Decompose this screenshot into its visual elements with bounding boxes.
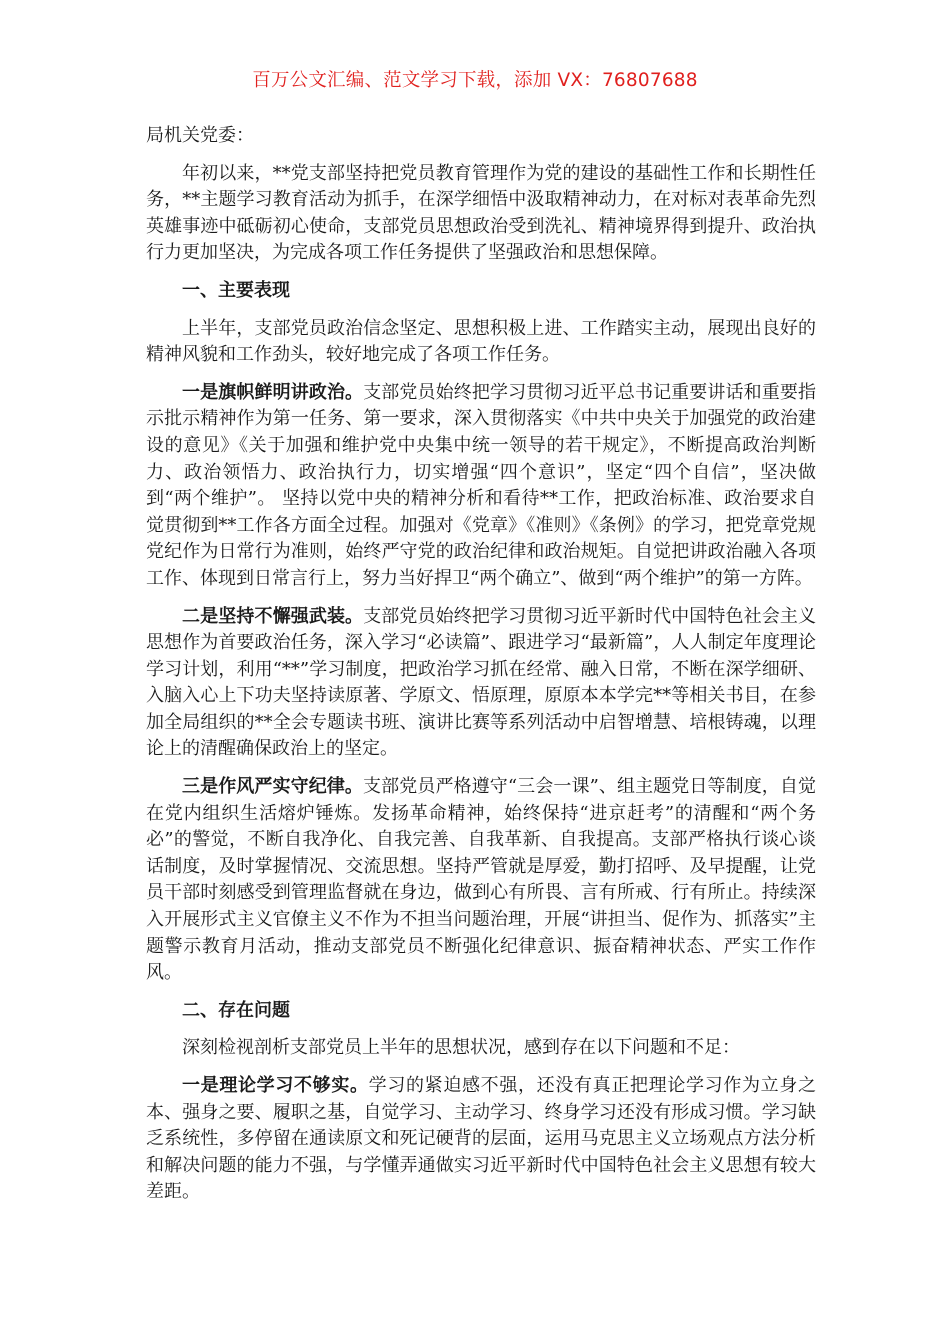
point-text: 支部党员始终把学习贯彻习近平总书记重要讲话和重要指示批示精神作为第一任务、第一要求，深入贯彻落实《中共中央关于加强党的政治建设的意见》《关于加强和维护党中央集中统一领导的若干规定》，不断提高政治判断力、政治领悟力、政治执行力，切实增强“四个意识”，坚定“四个自信”，坚决做到“两个维护”。 坚持以党中央的精神分析和看待**工作，把政治标准、政治要求自觉贯彻到**工作各方面全过程。加强对《党章》《准则》《条例》的学习，把党章党规党纪作为日常行为准则，始终严守党的政治纪律和政治规矩。自觉把讲政治融入各项工作、体现到日常言行上，努力当好捍卫“两个确立”、做到“两个维护”的第一方阵。 <box>146 381 817 589</box>
section-2-point-1 <box>146 1073 816 1206</box>
section-heading-2: 二、存在问题 <box>182 999 290 1021</box>
section-1-point-1 <box>146 380 816 593</box>
salutation: 局机关党委： <box>146 125 254 146</box>
point-text: 支部党员严格遵守“三会一课”、组主题党日等制度，自觉在党内组织生活熔炉锤炼。发扬革命精神，始终保持“进京赶考”的清醒和“两个务必”的警觉，不断自我净化、自我完善、自我革新、自我提高。支部严格执行谈心谈话制度，及时掌握情况、交流思想。坚持严管就是厚爱，勤打招呼、及早提醒，让党员干部时刻感受到管理监督就在身边，做到心有所畏、言有所戒、行有所止。持续深入开展形式主义官僚主义不作为不担当问题治理，开展“讲担当、促作为、抓落实”主题警示教育月活动，推动支部党员不断强化纪律意识、振奋精神状态、严实工作作风。 <box>146 776 816 984</box>
watermark-header: 百万公文汇编、范文学习下载，添加 VX：76807688 <box>252 70 698 91</box>
point-text: 支部党员始终把学习贯彻习近平新时代中国特色社会主义思想作为首要政治任务，深入学习“必读篇”、跟进学习“最新篇”，人人制定年度理论学习计划，利用“**”学习制度，把政治学习抓在经常、融入日常，不断在深学细研、入脑入心上下功夫坚持读原著、学原文、悟原理，原原本本学完**等相关书目，在参加全局组织的**全会专题读书班、演讲比赛等系列活动中启智增慧、培根铸魂，以理论上的清醒确保政治上的坚定。 <box>146 605 817 760</box>
section-1-point-3 <box>146 774 816 987</box>
point-lead: 一是理论学习不够实。 <box>182 1075 369 1096</box>
point-lead: 一是旗帜鲜明讲政治。 <box>182 381 364 403</box>
point-lead: 三是作风严实守纪律。 <box>182 776 364 798</box>
intro-paragraph: 年初以来，**党支部坚持把党员教育管理作为党的建设的基础性工作和长期性任务，**主题学习教育活动为抓手，在深学细悟中汲取精神动力，在对标对表革命先烈英雄事迹中砥砺初心使命，支部党员思想政治受到洗礼、精神境界得到提升、政治执行力更加坚决，为完成各项工作任务提供了坚强政治和思想保障。 <box>146 162 816 264</box>
point-lead: 二是坚持不懈强武装。 <box>182 605 364 627</box>
section-1-summary: 上半年，支部党员政治信念坚定、思想积极上进、工作踏实主动，展现出良好的精神风貌和工作劲头，较好地完成了各项工作任务。 <box>146 317 816 366</box>
section-heading-1: 一、主要表现 <box>182 279 290 301</box>
point-text: 学习的紧迫感不强，还没有真正把理论学习作为立身之本、强身之要、履职之基，自觉学习、主动学习、终身学习还没有形成习惯。学习缺乏系统性，多停留在通读原文和死记硬背的层面，运用马克思主义立场观点方法分析和解决问题的能力不强，与学懂弄通做实习近平新时代中国特色社会主义思想有较大差距。 <box>146 1075 817 1203</box>
section-1-point-2 <box>146 604 816 764</box>
section-2-summary: 深刻检视剖析支部党员上半年的思想状况，感到存在以下问题和不足： <box>182 1037 740 1059</box>
document-body <box>146 123 816 1217</box>
